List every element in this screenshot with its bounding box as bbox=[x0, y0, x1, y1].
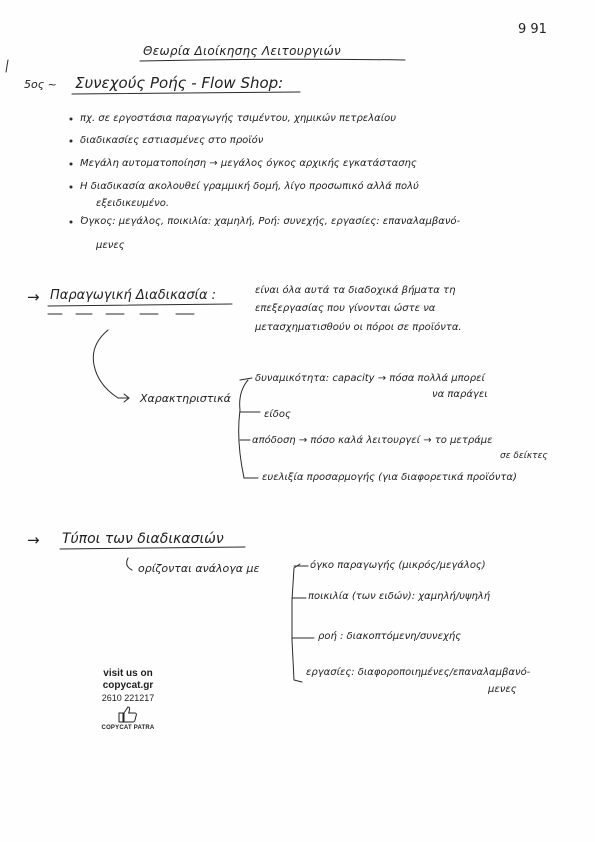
bullet-item: πχ. σε εργοστάσια παραγωγής τσιμέντου, χημικών πετρελαίου bbox=[80, 113, 397, 124]
characteristic-continuation: να παράγει bbox=[432, 389, 488, 400]
definition-line: είναι όλα αυτά τα διαδοχικά βήματα τη bbox=[255, 285, 456, 296]
characteristics-label: Χαρακτηριστικά bbox=[140, 392, 231, 405]
arrow-marker: → bbox=[27, 288, 40, 306]
stamp-line: visit us on bbox=[103, 668, 153, 679]
production-process-heading: Παραγωγική Διαδικασία : bbox=[50, 288, 217, 303]
criterion-item: εργασίες: διαφοροποιημένες/επαναλαμβανό- bbox=[306, 667, 531, 678]
heading-underline bbox=[60, 547, 245, 549]
bullet-dot bbox=[70, 163, 73, 166]
definition-line: μετασχηματισθούν οι πόροι σε προϊόντα. bbox=[255, 322, 462, 333]
process-types-heading: Τύποι των διαδικασιών bbox=[62, 531, 224, 547]
bullet-item: Η διαδικασία ακολουθεί γραμμική δομή, λίγο προσωπικό αλλά πολύ bbox=[80, 181, 419, 192]
title-underline bbox=[140, 59, 405, 61]
arrow bbox=[127, 558, 132, 570]
characteristic-item: απόδοση → πόσο καλά λειτουργεί → το μετράμε bbox=[252, 435, 493, 446]
bullet-dot bbox=[70, 186, 73, 189]
characteristic-item: είδος bbox=[264, 409, 291, 420]
bullet-dot bbox=[70, 118, 73, 121]
copyshop-stamp bbox=[88, 668, 168, 733]
flow-shop-heading: Συνεχούς Ροής - Flow Shop: bbox=[75, 74, 284, 92]
characteristic-item: δυναμικότητα: capacity → πόσα πολλά μπορεί bbox=[255, 373, 485, 384]
criterion-item: ποικιλία (των ειδών): χαμηλή/υψηλή bbox=[308, 591, 491, 602]
brace bbox=[239, 380, 248, 478]
definition-line: επεξεργασίας που γίνονται ώστε να bbox=[255, 303, 436, 314]
characteristic-continuation: σε δείκτες bbox=[500, 451, 548, 461]
process-types-intro: ορίζονται ανάλογα με bbox=[138, 562, 260, 575]
squiggle bbox=[6, 60, 8, 72]
page-number: 9 91 bbox=[518, 22, 547, 37]
bullet-dot bbox=[70, 140, 73, 143]
bullet-item: Όγκος: μεγάλος, ποικιλία: χαμηλή, Ροή: συνεχής, εργασίες: επαναλαμβανό- bbox=[80, 216, 461, 227]
bullet-dot bbox=[70, 221, 73, 224]
characteristic-item: ευελιξία προσαρμογής (για διαφορετικά προϊόντα) bbox=[262, 472, 517, 483]
heading-underline bbox=[48, 304, 232, 306]
criterion-item: όγκο παραγωγής (μικρός/μεγάλος) bbox=[310, 560, 486, 571]
section-marker: 5ος ~ bbox=[24, 78, 57, 91]
bullet-continuation: εξειδικευμένο. bbox=[96, 198, 170, 209]
bullet-continuation: μενες bbox=[96, 240, 125, 251]
bullet-item: διαδικασίες εστιασμένες στο προϊόν bbox=[80, 135, 264, 146]
bullet-item: Μεγάλη αυτοματοποίηση → μεγάλος όγκος αρχικής εγκατάστασης bbox=[80, 158, 417, 169]
arrow bbox=[240, 378, 252, 380]
stamp-brand: COPYCAT PATRA bbox=[101, 725, 155, 731]
thumbs-up-icon bbox=[117, 705, 139, 723]
stamp-website: copycat.gr bbox=[102, 680, 154, 691]
criterion-continuation: μενες bbox=[488, 684, 517, 695]
arrow-marker: → bbox=[27, 531, 40, 549]
page-title: Θεωρία Διοίκησης Λειτουργιών bbox=[143, 44, 341, 58]
criterion-item: ροή : διακοπτόμενη/συνεχής bbox=[318, 631, 462, 642]
heading-underline bbox=[72, 92, 300, 94]
stamp-phone: 2610 221217 bbox=[101, 693, 155, 703]
arrow bbox=[118, 394, 129, 402]
brace bbox=[292, 564, 302, 682]
brace bbox=[93, 330, 118, 398]
